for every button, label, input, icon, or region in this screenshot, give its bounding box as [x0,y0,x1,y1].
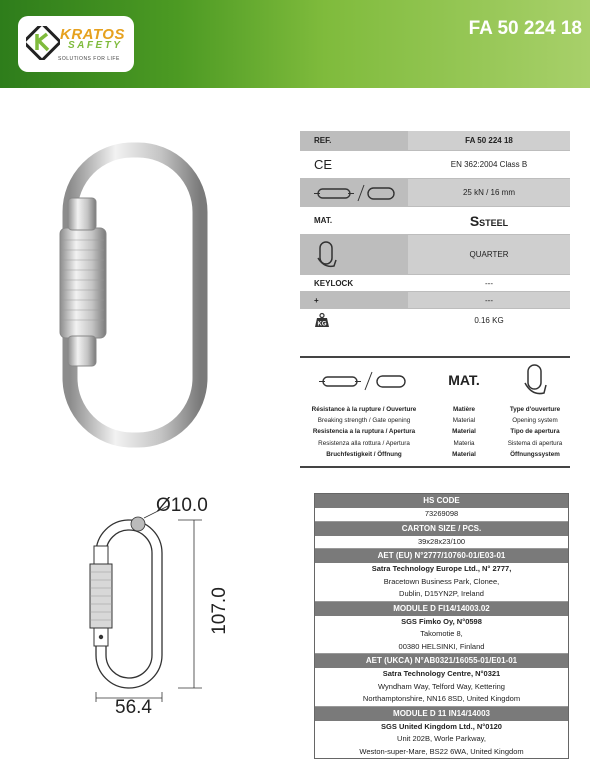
logo-tagline: SOLUTIONS FOR LIFE [58,56,120,62]
body-line: Unit 202B, Worle Parkway, [397,734,486,743]
spec-table [300,131,570,331]
body-line: Bracetown Business Park, Clonee, [383,576,500,586]
legend-line-es: Tipo de apertura [510,428,560,436]
aet-ukca-body [315,668,568,707]
opening-system-icon [314,240,340,270]
body-line: 00380 HELSINKI, Finland [398,641,485,651]
certification-table [314,493,569,759]
spec-value: --- [485,278,493,288]
spec-label: KEYLOCK [314,278,354,288]
steel-icon-text: STEEL [479,217,509,228]
legend-line-it: Resistenza alla rottura / Apertura [318,439,410,447]
spec-row-plus [300,292,570,309]
spec-row-opening [300,235,570,275]
legend-line-de: Material [452,450,476,458]
body-line: Weston-super-Mare, BS22 6WA, United Kingdom [359,746,524,756]
legend-opening-system [500,358,570,460]
spec-row-material [300,207,570,235]
spec-value: --- [485,295,493,305]
carton-size-header: CARTON SIZE / PCS. [315,522,568,536]
material-title: MAT. [448,372,480,389]
weight-icon [314,312,330,328]
module-d-fi-header: MODULE D FI14/14003.02 [315,602,568,616]
hs-code-header: HS CODE [315,494,568,508]
spec-value: 0.16 KG [474,315,504,325]
spec-value: FA 50 224 18 [465,136,513,145]
legend-material [436,358,492,460]
breaking-strength-gate-opening-icon [319,370,409,392]
body-line: SGS Fimko Oy, N°0598 [401,616,482,626]
opening-system-icon [520,363,550,399]
spec-label: + [300,292,408,308]
legend-line-de: Bruchfestigkeit / Öffnung [326,450,402,458]
hs-code-value: 73269098 [315,508,568,522]
carton-size-value: 39x28x23/100 [315,536,568,550]
legend-line-fr: Type d'ouverture [509,406,561,413]
spec-row-ref [300,131,570,151]
legend-line-fr: Résistance à la rupture / Ouverture [311,406,417,413]
legend-line-de: Öffnungssystem [510,450,560,458]
legend-breaking-strength [300,358,428,460]
legend-line-es: Material [452,428,476,436]
carabiner-photo [40,140,240,450]
body-line: Satra Technology Centre, N°0321 [382,669,501,678]
logo-brand: KRATOS [60,26,125,43]
body-line: Northamptonshire, NN16 8SD, United Kingdom [362,694,521,703]
legend-line-en: Breaking strength / Gate opening [317,417,411,425]
spec-label: REF. [300,131,408,150]
body-line: Satra Technology Europe Ltd., N° 2777, [371,564,512,573]
spec-row-strength [300,179,570,207]
spec-value: EN 362:2004 Class B [450,160,528,169]
body-line: Dublin, D15YN2P, Ireland [399,589,484,598]
body-line: Takomotie 8, [420,629,463,638]
kratos-logo [18,16,134,72]
body-line: SGS United Kingdom Ltd., N°0120 [381,721,502,731]
header-banner [0,0,590,88]
spec-value: QUARTER [469,250,509,259]
body-line: Wyndham Way, Telford Way, Kettering [378,681,505,691]
legend-line-fr: Matière [452,406,476,413]
svg-text:KG: KG [317,321,327,328]
kratos-k-logo-icon [26,26,60,60]
product-reference-title: FA 50 224 18 [468,18,582,39]
legend-line-it: Materia [453,439,475,447]
aet-eu-body [315,563,568,602]
breaking-strength-gate-opening-icon [314,183,400,203]
module-d-in-header: MODULE D 11 IN14/14003 [315,707,568,721]
logo-brand-sub: SAFETY [68,40,123,51]
legend-line-en: Opening system [512,417,558,425]
legend-line-en: Material [452,417,476,425]
spec-value: 25 kN / 16 mm [462,188,515,197]
aet-eu-header: AET (EU) N°2777/10760-01/E03-01 [315,549,568,563]
height-dimension: 107.0 [209,587,230,635]
symbol-legend [300,356,570,468]
spec-row-weight [300,309,570,331]
module-d-in-body [315,721,568,759]
legend-line-es: Resistencia a la ruptura / Apertura [312,428,416,436]
steel-icon: SSTEEL [469,212,509,229]
spec-label: MAT. [314,216,333,225]
legend-line-it: Sistema di apertura [507,439,563,447]
spec-row-keylock [300,275,570,292]
spec-row-standard [300,151,570,179]
ce-mark-icon: CE [314,157,333,172]
aet-ukca-header: AET (UKCA) N°AB0321/16055-01/E01-01 [315,654,568,668]
technical-drawing [80,500,270,715]
module-d-fi-body [315,616,568,655]
diameter-dimension: Ø10.0 [156,495,208,516]
width-dimension: 56.4 [115,697,152,718]
